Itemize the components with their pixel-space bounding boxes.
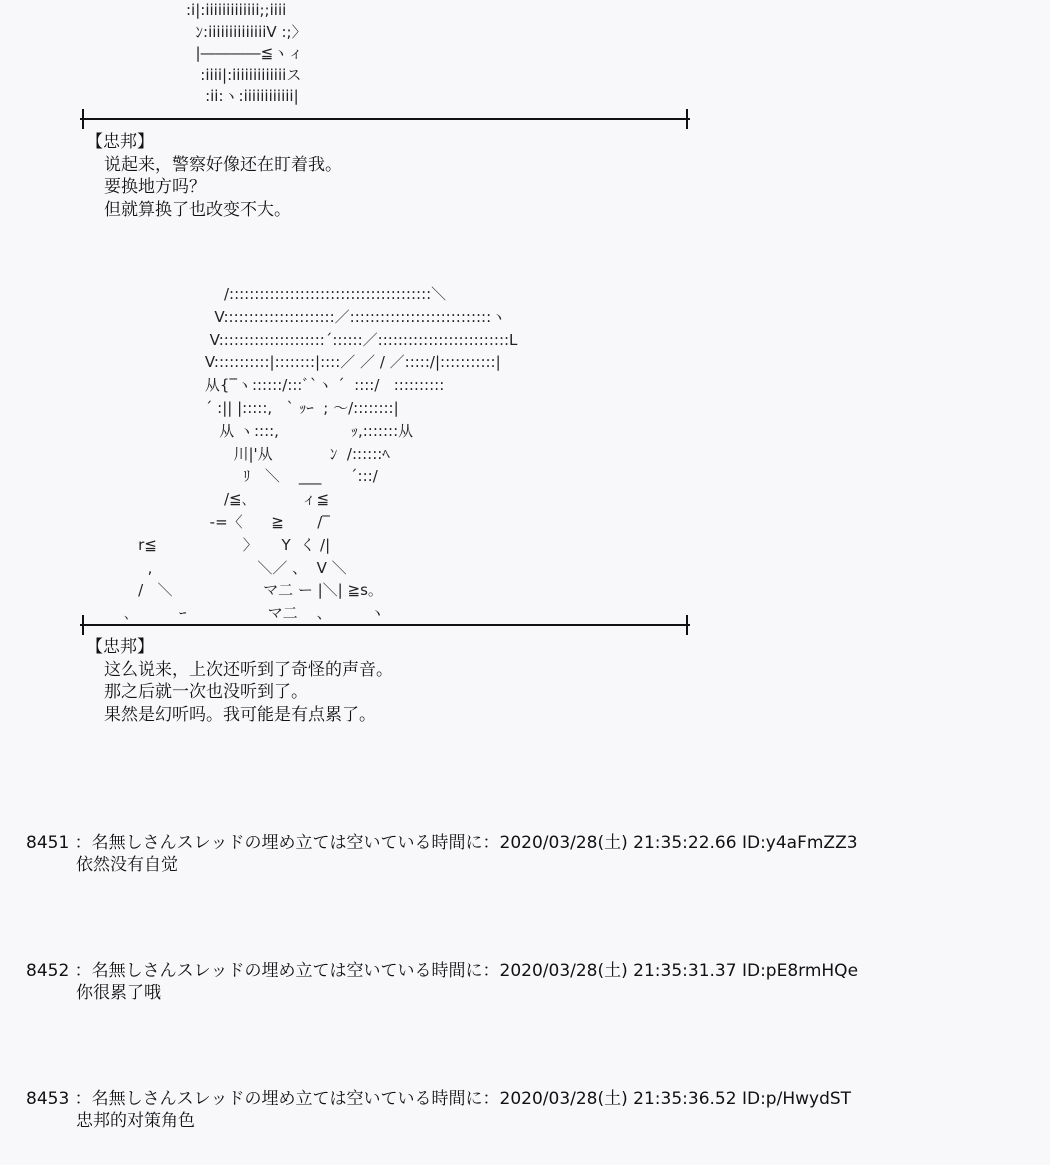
divider-tick-left (82, 615, 84, 635)
ascii-art-top: :i|:iiiiiiiiiiiii;;iiii ﾝ:iiiiiiiiiiiiiiV :;〉 |――――≦ヽィ :iiii|:iiiiiiiiiiiiiス :ii:ヽ:iiiiiiiiiiii| (186, 1, 307, 105)
post-number[interactable]: 8452 (26, 961, 70, 981)
dialog-line: 这么说来，上次还听到了奇怪的声音。 (104, 659, 393, 680)
dialog-line: 果然是幻听吗。我可能是有点累了。 (104, 704, 376, 725)
post-id: ID:pE8rmHQe (741, 961, 859, 981)
speaker-label: 【忠邦】 (86, 637, 154, 657)
dialog-line: 要换地方吗？ (104, 177, 206, 197)
post-separator: ： (74, 961, 92, 981)
post-header (26, 832, 858, 854)
dialog-line: 说起来，警察好像还在盯着我。 (104, 154, 342, 175)
speaker-label: 【忠邦】 (86, 132, 154, 152)
dialog-line: 但就算换了也改变不大。 (104, 199, 291, 220)
post-id: ID:p/HwydST (741, 1089, 852, 1109)
dialog-block (86, 131, 342, 221)
post-author: 名無しさんスレッドの埋め立ては空いている時間に (91, 961, 483, 981)
ascii-art-character: /::::::::::::::::::::::::::::::::::::::::＼ V::::::::::::::::::::::／::::::::::::::::::::::::::::ヽ V:::::::::::::::::::::´::::::／::::::::::::::::::::::::::L V:::::::::::|::::::::|::::／ ／ / ／:::::/|:::::::::::| 从{‾ヽ::::::/:::ﾞ`ヽ ´ ::::/ :::::::::: ´ :|| |:::::, ` ｯｰ ; 〜/::::::::| 从 ヽ::::, ｯ,:::::::从 川|'从 ﾝ /::::::ﾍ ﾘ ＼ ___ ´:::/ /≦､ ィ≦ -=〈 ≧ /‾ r≦ 〉 Y く /| , ＼／ 、 V ＼ / ＼ マ二 ー |＼| ≧s。 ､ ｰ マ二 、 ヽ (123, 285, 518, 623)
dialog-block (86, 636, 393, 726)
post-datetime: ：2020/03/28(土) 21:35:36.52 (482, 1089, 737, 1109)
scene-divider (80, 118, 690, 120)
post-number[interactable]: 8451 (26, 833, 70, 853)
post (26, 960, 858, 1004)
post-body: 依然没有自觉 (76, 855, 178, 875)
post-body: 你很累了哦 (76, 983, 161, 1003)
post (26, 832, 858, 876)
post-id: ID:y4aFmZZ3 (741, 833, 858, 853)
post-author: 名無しさんスレッドの埋め立ては空いている時間に (91, 1089, 483, 1109)
divider-tick-right (686, 109, 688, 129)
post-separator: ： (74, 1089, 92, 1109)
divider-tick-right (686, 615, 688, 635)
post-header (26, 960, 858, 982)
post-datetime: ：2020/03/28(土) 21:35:22.66 (482, 833, 737, 853)
dialog-line: 那之后就一次也没听到了。 (104, 682, 308, 702)
post-number[interactable]: 8453 (26, 1089, 70, 1109)
post-author: 名無しさんスレッドの埋め立ては空いている時間に (91, 833, 483, 853)
post-separator: ： (74, 833, 92, 853)
post-header (26, 1088, 851, 1110)
post-datetime: ：2020/03/28(土) 21:35:31.37 (482, 961, 737, 981)
divider-tick-left (82, 109, 84, 129)
post (26, 1088, 851, 1132)
scene-divider (80, 624, 690, 626)
post-body: 忠邦的对策角色 (76, 1111, 195, 1131)
